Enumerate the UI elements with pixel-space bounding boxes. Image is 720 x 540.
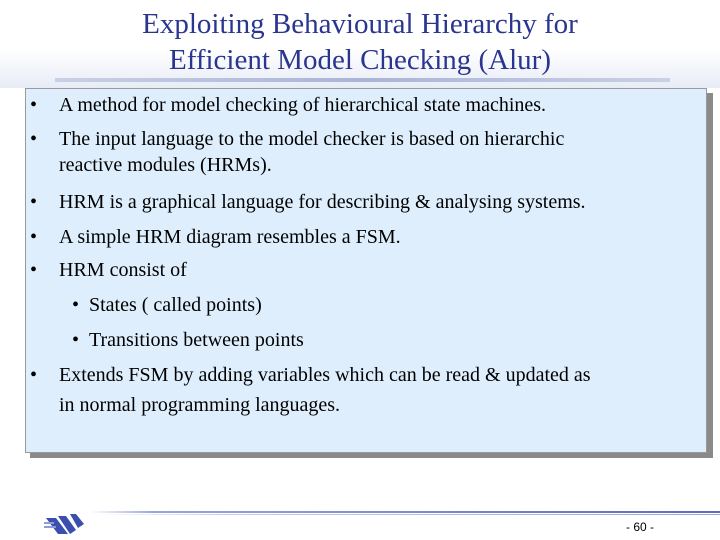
bullet-text-4: A simple HRM diagram resembles a FSM.	[59, 226, 401, 248]
bullet-text-1: A method for model checking of hierarchical state machines.	[59, 94, 547, 116]
bullet-dot: •	[30, 226, 38, 248]
bullet-text-6a: Extends FSM by adding variables which can be read & updated as	[59, 364, 591, 386]
footer-line-secondary	[95, 514, 720, 515]
bullet-text-3: HRM is a graphical language for describing & analysing systems.	[59, 191, 586, 213]
logo-icon	[42, 512, 92, 536]
bullet-dot: •	[30, 128, 38, 150]
title-line-2: Efficient Model Checking (Alur)	[169, 44, 551, 76]
sub-bullet-dot: •	[72, 294, 80, 316]
bullet-dot: •	[30, 364, 38, 386]
bullet-dot: •	[30, 94, 38, 116]
footer-line	[90, 511, 720, 513]
title-underline	[55, 78, 670, 82]
sub-bullet-text-2: Transitions between points	[89, 329, 304, 351]
page-number: - 60 -	[625, 520, 654, 534]
bullet-dot: •	[30, 259, 38, 281]
bullet-text-2b: reactive modules (HRMs).	[59, 154, 272, 176]
title-line-1: Exploiting Behavioural Hierarchy for	[142, 8, 578, 40]
bullet-dot: •	[30, 191, 38, 213]
bullet-text-2a: The input language to the model checker is based on hierarchic	[59, 128, 565, 150]
sub-bullet-text-1: States ( called points)	[89, 294, 262, 316]
slide-title	[0, 6, 720, 78]
sub-bullet-dot: •	[72, 329, 80, 351]
bullet-text-6b: in normal programming languages.	[59, 394, 341, 416]
bullet-text-5: HRM consist of	[59, 259, 187, 281]
